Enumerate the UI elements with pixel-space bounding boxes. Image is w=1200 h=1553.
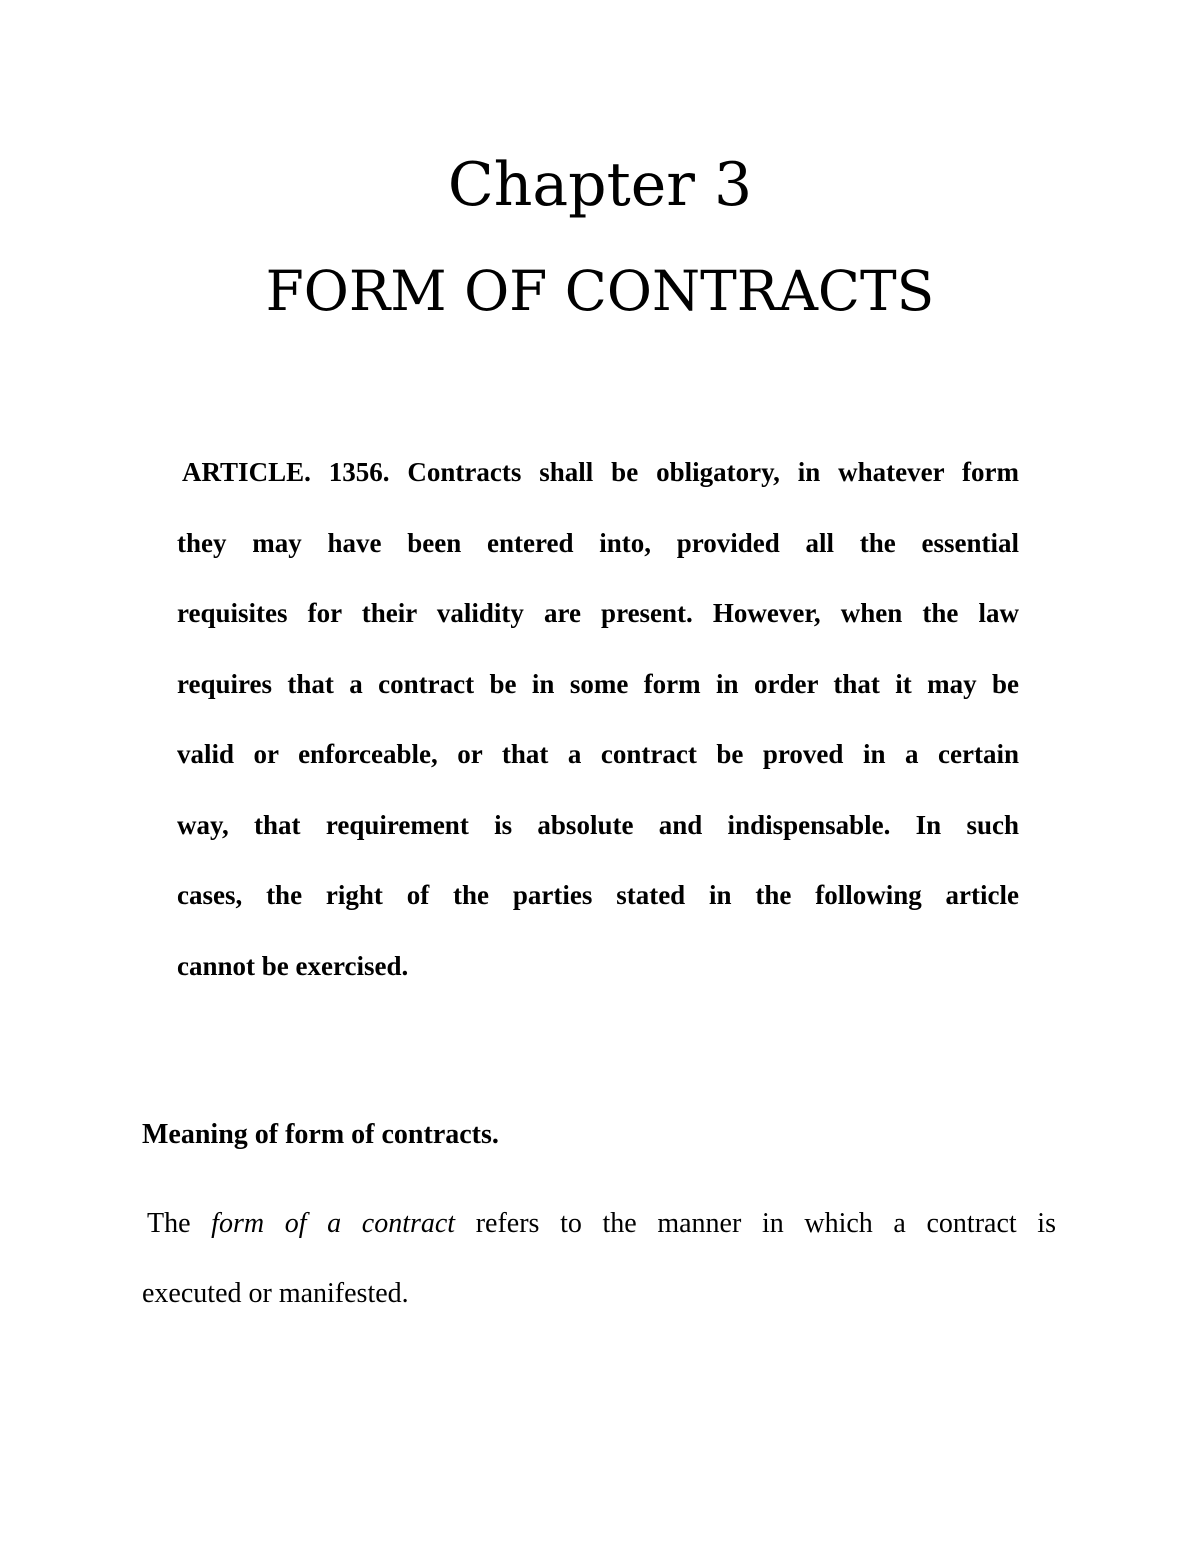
article-line: valid or enforceable, or that a contract be proved in a certain [177,739,1019,769]
definition-rest: refers to the manner in which a contract is [475,1208,1056,1239]
article-line: they may have been entered into, provided all the essential [177,527,1019,558]
article-line: way, that requirement is absolute and indispensable. In such [177,809,1019,840]
chapter-title: FORM OF CONTRACTS [265,259,935,323]
article-line: ARTICLE. 1356. Contracts shall be obligatory, in whatever form [182,457,1019,487]
article-line: requisites for their validity are present. However, when the law [177,598,1019,628]
definition-prefix: The [147,1208,191,1239]
article-line: cannot be exercised. [177,950,409,981]
definition-line-2: executed or manifested. [142,1278,409,1309]
chapter-number: Chapter 3 [447,150,753,220]
article-line: cases, the right of the parties stated in the following article [177,880,1019,910]
section-heading: Meaning of form of contracts. [142,1119,499,1150]
article-1356-text [177,437,1019,1001]
article-line: requires that a contract be in some form in order that it may be [177,668,1019,699]
definition-term: form of a contract [211,1208,456,1239]
definition-line-1 [142,1189,1056,1259]
definition-paragraph [142,1189,1056,1329]
